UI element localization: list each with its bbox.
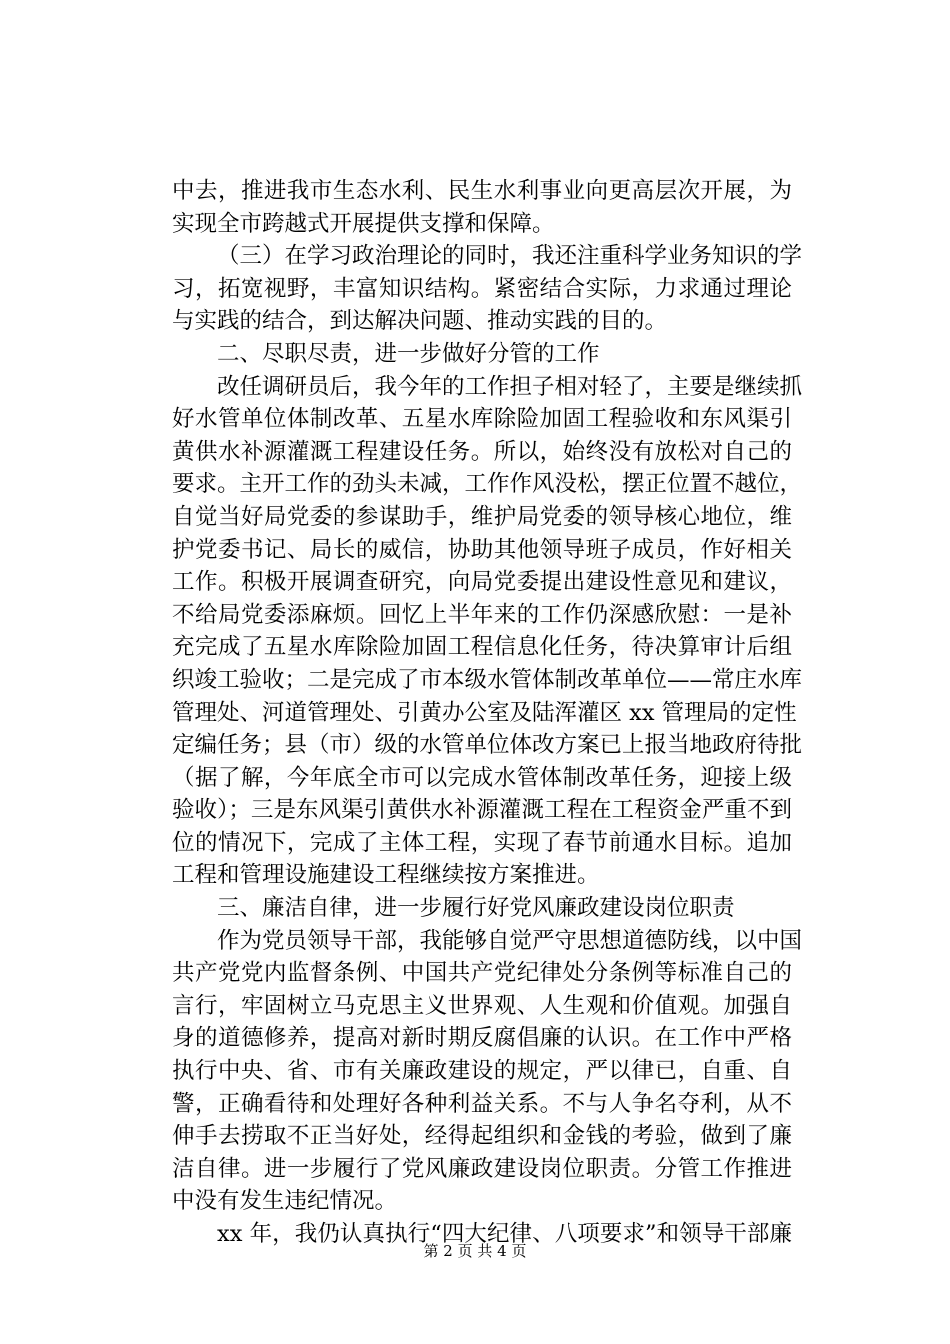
paragraph xyxy=(172,892,792,925)
text-line: 织竣工验收；二是完成了市本级水管体制改革单位——常庄水库 xyxy=(172,666,803,693)
text-line: 与实践的结合，到达解决问题、推动实践的目的。 xyxy=(172,308,668,335)
paragraph xyxy=(172,175,792,240)
text-line: 不给局党委添麻烦。回忆上半年来的工作仍深感欣慰：一是补 xyxy=(172,601,792,628)
text-line: （据了解，今年底全市可以完成水管体制改革任务，迎接上级 xyxy=(172,764,792,791)
text-line: 改任调研员后，我今年的工作担子相对轻了，主要是继续抓 xyxy=(217,373,803,400)
text-line: 充完成了五星水库除险加固工程信息化任务，待决算审计后组 xyxy=(172,634,792,661)
text-line: 黄供水补源灌溉工程建设任务。所以，始终没有放松对自己的 xyxy=(172,438,792,465)
text-line: 洁自律。进一步履行了党风廉政建设岗位职责。分管工作推进 xyxy=(172,1155,792,1182)
text-line: （三）在学习政治理论的同时，我还注重科学业务知识的学 xyxy=(217,243,803,270)
text-line: 要求。主开工作的劲头未减，工作作风没松，摆正位置不越位， xyxy=(172,471,803,498)
text-line: 作为党员领导干部，我能够自觉严守思想道德防线，以中国 xyxy=(217,927,803,954)
text-line: 中没有发生违纪情况。 xyxy=(172,1188,398,1215)
text-line: 定编任务；县（市）级的水管单位体改方案已上报当地政府待批 xyxy=(172,732,803,759)
text-line: xx 年，我仍认真执行“四大纪律、八项要求”和领导干部廉 xyxy=(217,1221,792,1247)
text-line: 身的道德修养，提高对新时期反腐倡廉的认识。在工作中严格 xyxy=(172,1025,792,1052)
text-line: 二、尽职尽责，进一步做好分管的工作 xyxy=(217,340,600,367)
text-line: 共产党党内监督条例、中国共产党纪律处分条例等标准自己的 xyxy=(172,960,792,987)
text-line: 位的情况下，完成了主体工程，实现了春节前通水目标。追加 xyxy=(172,829,792,856)
text-line: 自觉当好局党委的参谋助手，维护局党委的领导核心地位，维 xyxy=(172,503,792,530)
text-line: 管理处、河道管理处、引黄办公室及陆浑灌区 xx 管理局的定性 xyxy=(172,699,797,726)
text-line: 言行，牢固树立马克思主义世界观、人生观和价值观。加强自 xyxy=(172,992,792,1019)
text-line: 执行中央、省、市有关廉政建设的规定，严以律已，自重、自 xyxy=(172,1058,792,1085)
paragraph xyxy=(172,240,803,338)
text-line: 习，拓宽视野，丰富知识结构。紧密结合实际，力求通过理论 xyxy=(172,275,792,302)
text-line: 护党委书记、局长的威信，协助其他领导班子成员，作好相关 xyxy=(172,536,792,563)
page-footer: 第 2 页 共 4 页 xyxy=(423,1242,527,1260)
text-line: 工程和管理设施建设工程继续按方案推进。 xyxy=(172,862,600,889)
paragraph xyxy=(172,925,803,1218)
text-line: 三、廉洁自律，进一步履行好党风廉政建设岗位职责 xyxy=(217,895,735,922)
text-line: 好水管单位体制改革、五星水库除险加固工程验收和东风渠引 xyxy=(172,406,792,433)
text-line: 警，正确看待和处理好各种利益关系。不与人争名夺利，从不 xyxy=(172,1090,792,1117)
paragraph xyxy=(172,338,792,371)
text-line: 伸手去捞取不正当好处，经得起组织和金钱的考验，做到了廉 xyxy=(172,1123,792,1150)
text-line: 中去，推进我市生态水利、民生水利事业向更高层次开展，为 xyxy=(172,178,792,204)
text-line: 工作。积极开展调查研究，向局党委提出建设性意见和建议， xyxy=(172,569,792,596)
paragraph xyxy=(172,371,803,893)
text-line: 验收）；三是东风渠引黄供水补源灌溉工程在工程资金严重不到 xyxy=(172,797,792,824)
document-body xyxy=(172,175,803,1251)
text-line: 实现全市跨越式开展提供支撑和保障。 xyxy=(172,210,555,237)
